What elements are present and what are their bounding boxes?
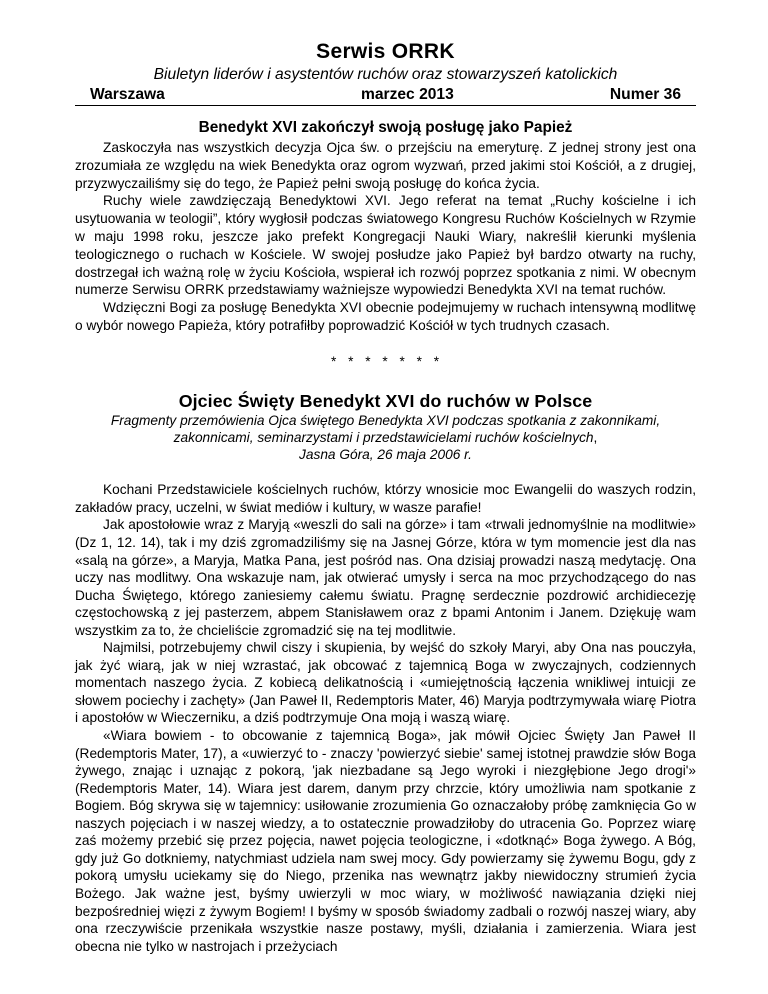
article-benedict-to-movements [75, 391, 696, 955]
speech-paragraph: Najmilsi, potrzebujemy chwil ciszy i skupienia, by wejść do szkoły Maryi, aby Ona nas pouczyła, jak żyć wiarą, jak w niej wzrastać, jak obcować z tajemnicą Boga w zwyczajnych, codziennych momentach naszego życia. Z kobiecą delikatnością i «umiejętnością łączenia wnikliwej intuicji ze słowem pociechy i zachęty» (Jan Paweł II, Redemptoris Mater, 46) Maryja podtrzymywała wiarę Piotra i apostołów w Wieczerniku, a dziś podtrzymuje Ona moją i waszą wiarę. [75, 640, 696, 726]
speech-source-note [75, 412, 696, 464]
issue-meta-bar [75, 85, 696, 106]
bulletin-subtitle: Biuletyn liderów i asystentów ruchów oraz stowarzyszeń katolickich [153, 66, 618, 83]
source-line-audience: zakonnicami, seminarzystami i przedstawicielami ruchów kościelnych [173, 429, 594, 445]
article-2-heading: Ojciec Święty Benedykt XVI do ruchów w Polsce [178, 390, 593, 411]
speech-paragraph: «Wiara bowiem - to obcowanie z tajemnicą Boga», jak mówił Ojciec Święty Jan Paweł II (Redemptoris Mater, 17), a «uwierzyć to - znaczy 'powierzyć siebie' samej istotnej prawdzie słów Boga żywego, znając i uznając z pokorą, 'jak niezbadane są Jego wyroki i niezgłębione Jego drogi'» (Redemptoris Mater, 14). Wiara jest darem, danym przy chrzcie, który umożliwia nam spotkanie z Bogiem. Bóg skrywa się w tajemnicy: usiłowanie zrozumienia Go oznaczałoby próbę zamknięcia Go w naszych pojęciach i w naszej wiedzy, a to ostatecznie prowadziłoby do utracenia Go. Poprzez wiarę zaś możemy przebić się przez pojęcia, nawet pojęcia teologiczne, i «dotknąć» Boga żywego. A Bóg, gdy już Go dotkniemy, natychmiast udziela nam swej mocy. Gdy powierzamy się żywemu Bogu, gdy z pokorą umysłu uciekamy się do Niego, przenika nas wewnątrz jakby niewidoczny strumień życia Bożego. Jak ważne jest, byśmy uwierzyli w moc wiary, w możliwość nawiązania dzięki niej bezpośredniej więzi z żywym Bogiem! I byśmy w sposób świadomy zadbali o rozwój naszej wiary, aby ona rzeczywiście przenikała wszystkie nasze postawy, myśli, działania i zamierzenia. Wiara jest obecna nie tylko w nastrojach i przeżyciach [75, 728, 696, 954]
section-separator: * * * * * * * [330, 353, 441, 369]
article-1-paragraph: Wdzięczni Bogi za posługę Benedykta XVI obecnie podejmujemy w ruchach intensywną modlitwę o wybór nowego Papieża, który potrafiłby poprowadzić Kościół w tych trudnych czasach. [75, 300, 696, 333]
source-line [75, 429, 696, 446]
article-1-paragraph: Zaskoczyła nas wszystkich decyzja Ojca św. o przejściu na emeryturę. Z jednej strony jest ona zrozumiała ze względu na wiek Benedykta oraz ogrom wyzwań, przed jakimi stoi Kościół, a z drugiej, przyzwyczailiśmy się do tego, że Papież pełni swoją posługę do końca życia. [75, 140, 696, 191]
source-line: Fragmenty przemówienia Ojca świętego Benedykta XVI podczas spotkania z zakonnikami, [110, 412, 661, 428]
source-line: Jasna Góra, 26 maja 2006 r. [299, 447, 472, 463]
speech-paragraph: Kochani Przedstawiciele kościelnych ruchów, którzy wnosicie moc Ewangelii do waszych rodzin, zakładów pracy, uczelni, w świat mediów i kultury, w wasze parafie! [75, 482, 696, 515]
article-1-heading: Benedykt XVI zakończył swoją posługę jako Papież [198, 119, 573, 136]
issue-number: Numer 36 [609, 86, 681, 103]
speech-paragraph: Jak apostołowie wraz z Maryją «weszli do sali na górze» i tam «trwali jednomyślnie na modlitwie» (Dz 1, 12. 14), tak i my dziś zgromadziliśmy się na Jasnej Górze, która w tym momencie jest dla nas «salą na górze», a Maryja, Matka Pana, jest pośród nas. Ona dzisiaj prowadzi naszą medytację. Ona uczy nas modlitwy. Ona wskazuje nam, jak otwierać umysły i serca na moc przychodzącego do nas Ducha Świętego, którego zaniesiemy całemu światu. Pragnę serdecznie pozdrowić archidiecezję częstochowską z jej pasterzem, abpem Stanisławem oraz z bpami Antonim i Janem. Dziękuję wam wszystkim za to, że chcieliście zgromadzić się na tej modlitwie. [75, 517, 696, 638]
issue-date: marzec 2013 [360, 86, 454, 103]
article-1-paragraph: Ruchy wiele zawdzięczają Benedyktowi XVI. Jego referat na temat „Ruchy kościelne i ich usytuowania w teologii”, który wygłosił podczas światowego Kongresu Ruchów Kościelnych w Rzymie w maju 1998 roku, jeszcze jako prefekt Kongregacji Nauki Wiary, nakreślił kierunki myślenia teologicznego o ruchach w Kościele. W swojej posłudze jako Papież był bardzo otwarty na ruchy, dostrzegał ich ważną rolę w życiu Kościoła, wspierał ich rozwój poprzez spotkania z nimi. W obecnym numerze Serwisu ORRK przedstawiamy ważniejsze wypowiedzi Benedykta XVI na temat ruchów. [75, 193, 696, 298]
issue-city: Warszawa [90, 86, 165, 103]
source-line-comma: , [593, 429, 598, 445]
document-page [75, 0, 696, 994]
article-benedict-resignation [75, 118, 696, 335]
bulletin-title: Serwis ORRK [316, 40, 455, 63]
